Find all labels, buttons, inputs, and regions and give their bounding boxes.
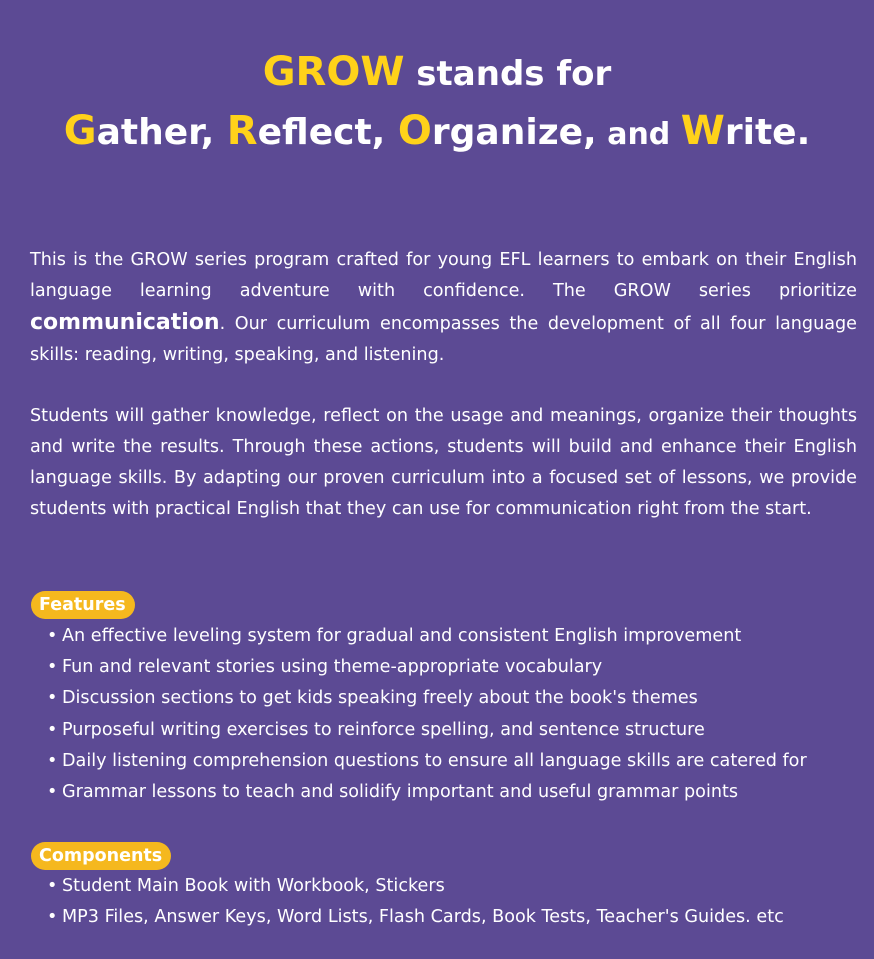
features-badge: Features: [31, 591, 135, 619]
word-organize: rganize,: [431, 112, 597, 153]
word-and: and: [596, 117, 681, 152]
title-line-grow-stands-for: [0, 50, 874, 96]
features-list: [47, 621, 807, 808]
components-badge: Components: [31, 842, 171, 870]
grow-word: GROW: [262, 49, 405, 95]
list-item: • Daily listening comprehension questions to ensure all language skills are catered for: [47, 746, 807, 777]
letter-g: G: [63, 108, 97, 154]
intro-text-start: This is the GROW series program crafted for young EFL learners to embark on their English language learning adventure with confidence. The GROW series prioritize: [30, 250, 857, 301]
letter-o: O: [397, 108, 432, 154]
list-item: • Discussion sections to get kids speaking freely about the book's themes: [47, 683, 807, 714]
list-item: • Purposeful writing exercises to reinforce spelling, and sentence structure: [47, 715, 807, 746]
word-gather: ather,: [96, 112, 227, 153]
body-paragraph: Students will gather knowledge, reflect on the usage and meanings, organize their thoughts and write the results. Through these actions, students will build and enhance their English language skills. By adapting our proven curriculum into a focused set of lessons, we provide students with practical English that they can use for communication right from the start.: [30, 406, 857, 519]
letter-r: R: [226, 108, 258, 154]
list-item: • MP3 Files, Answer Keys, Word Lists, Flash Cards, Book Tests, Teacher's Guides. etc: [47, 902, 784, 933]
intro-emphasis: communication: [30, 310, 220, 335]
word-write: rite.: [724, 112, 811, 153]
list-item: • Grammar lessons to teach and solidify important and useful grammar points: [47, 777, 807, 808]
list-item: • Student Main Book with Workbook, Stickers: [47, 871, 784, 902]
intro-text-end: . Our curriculum encompasses the development of all four language skills: reading, writing, speaking, and listening.: [30, 314, 857, 365]
title-line-acronym: [0, 108, 874, 158]
list-item: • Fun and relevant stories using theme-appropriate vocabulary: [47, 652, 807, 683]
intro-paragraph: [30, 245, 857, 371]
components-list: [47, 871, 784, 933]
list-item: • An effective leveling system for gradual and consistent English improvement: [47, 621, 807, 652]
stands-for-text: stands for: [404, 54, 612, 94]
word-reflect: eflect,: [257, 112, 398, 153]
letter-w: W: [680, 108, 725, 154]
